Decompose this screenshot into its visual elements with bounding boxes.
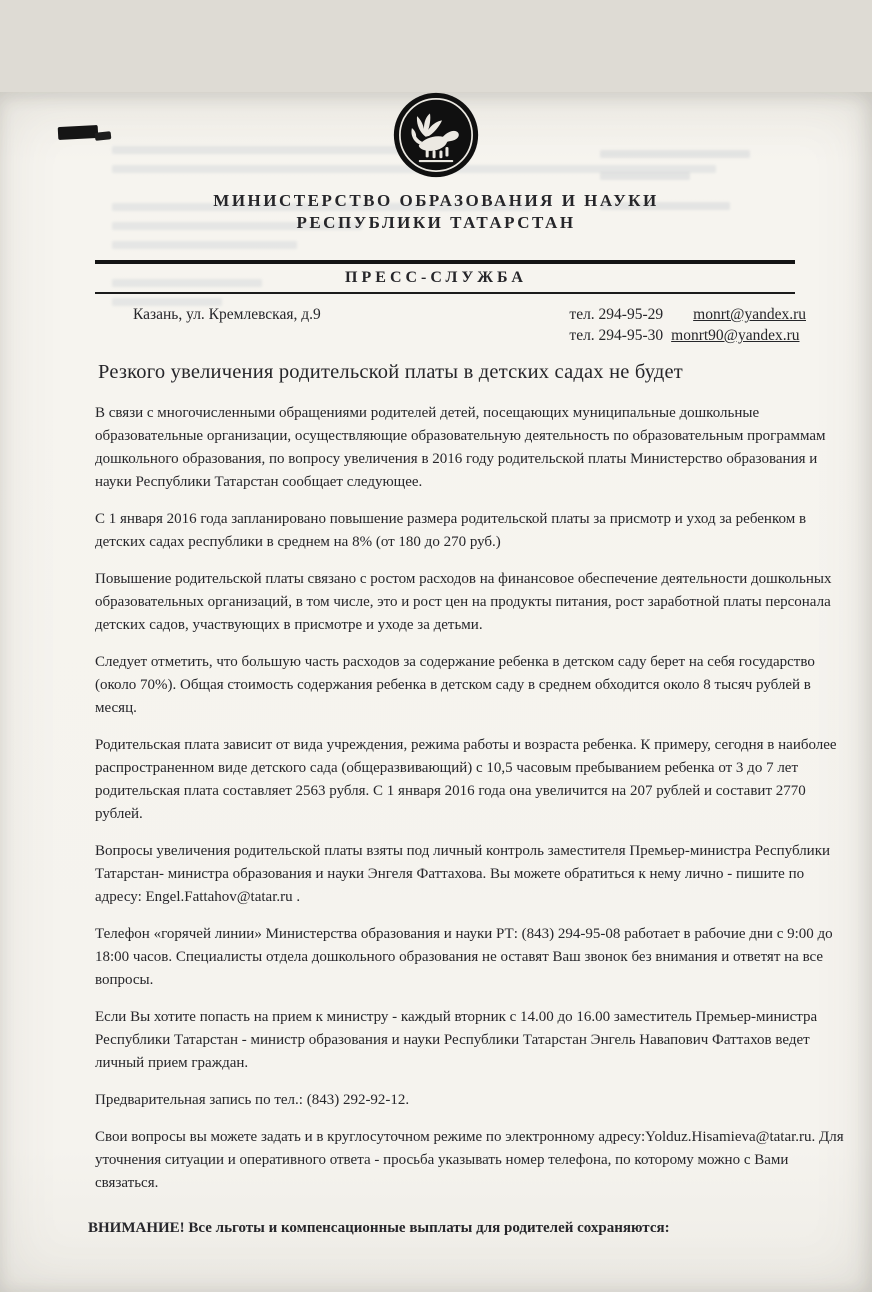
- email-1: monrt@yandex.ru: [693, 306, 806, 323]
- body-paragraph: Свои вопросы вы можете задать и в круглосуточном режиме по электронному адресу:Yolduz.Hisamieva@tatar.ru. Для уточнения ситуации и оперативного ответа - просьба указывать номер телефона, по которому можно с Вами связаться.: [95, 1129, 844, 1191]
- attention-note: ВНИМАНИЕ! Все льготы и компенсационные выплаты для родителей сохраняются:: [88, 1220, 670, 1236]
- scanned-press-release-page: [0, 92, 872, 1292]
- press-release-body: [88, 402, 846, 1237]
- body-paragraph: Следует отметить, что большую часть расходов за содержание ребенка в детском саду берет на себя государство (около 70%). Общая стоимость содержания ребенка в детском саду в среднем обходится около 8 тысяч рублей в месяц.: [95, 654, 815, 716]
- contact-line-1: [569, 304, 806, 325]
- body-paragraph: Если Вы хотите попасть на прием к министру - каждый вторник с 14.00 до 16.00 заместитель Премьер-министра Республики Татарстан - министр образования и науки Республики Татарстан Энгель Навапович Фаттахов ведет личный прием граждан.: [95, 1009, 818, 1071]
- body-paragraph: Вопросы увеличения родительской платы взяты под личный контроль заместителя Премьер-министра Республики Татарстан- министра образования и науки Энгеля Фаттахова. Вы можете обратиться к нему лично - пишите по адресу: Engel.Fattahov@tatar.ru .: [95, 843, 831, 905]
- divider-thick-rule: [95, 260, 795, 264]
- office-address: Казань, ул. Кремлевская, д.9: [133, 306, 321, 323]
- phone-email-block: [569, 304, 806, 346]
- body-paragraph: Телефон «горячей линии» Министерства образования и науки РТ: (843) 294-95-08 работает в рабочие дни с 9:00 до 18:00 часов. Специалисты отдела дошкольного образования не оставят Ваш звонок без внимания и ответят на все вопросы.: [95, 926, 833, 988]
- body-paragraph: С 1 января 2016 года запланировано повышение размера родительской платы за присмотр и уход за ребенком в детских садах республики в среднем на 8% (от 180 до 270 руб.): [95, 511, 807, 550]
- press-service-heading: ПРЕСС-СЛУЖБА: [345, 269, 527, 286]
- body-paragraph: В связи с многочисленными обращениями родителей детей, посещающих муниципальные дошкольные образовательные организации, осуществляющие образовательную деятельность по образовательным программам дошкольного образования, по вопросу увеличения в 2016 году родительской платы Министерство образования и науки Республики Татарстан сообщает следующее.: [95, 405, 826, 490]
- scan-ink-mark-small: [95, 131, 112, 141]
- contact-block: [133, 304, 806, 346]
- press-release-headline: Резкого увеличения родительской платы в детских садах не будет: [98, 361, 683, 383]
- document-content: [0, 92, 872, 1237]
- phone-1: тел. 294-95-29: [569, 306, 664, 323]
- scan-ink-mark: [58, 125, 99, 140]
- email-2: monrt90@yandex.ru: [671, 327, 800, 344]
- divider-thin-rule: [95, 292, 795, 294]
- contact-line-2: [569, 325, 806, 346]
- ministry-name-line1: МИНИСТЕРСТВО ОБРАЗОВАНИЯ И НАУКИ: [213, 191, 659, 210]
- tatarstan-emblem-icon: [393, 92, 479, 178]
- body-paragraph: Повышение родительской платы связано с ростом расходов на финансовое обеспечение деятельности дошкольных образовательных организаций, в том числе, это и рост цен на продукты питания, рост заработной платы персонала детских садов, участвующих в присмотре и уходе за детьми.: [95, 571, 832, 633]
- phone-2: тел. 294-95-30: [569, 327, 664, 344]
- body-paragraph: Предварительная запись по тел.: (843) 292-92-12.: [95, 1092, 410, 1108]
- body-paragraph: Родительская плата зависит от вида учреждения, режима работы и возраста ребенка. К примеру, сегодня в наиболее распространенном виде детского сада (общеразвивающий) с 10,5 часовым пребыванием ребенка от 3 до 7 лет родительская плата составляет 2563 рубля. С 1 января 2016 года она увеличится на 207 рублей и составит 2770 рублей.: [95, 737, 837, 822]
- ministry-name-line2: РЕСПУБЛИКИ ТАТАРСТАН: [296, 213, 576, 232]
